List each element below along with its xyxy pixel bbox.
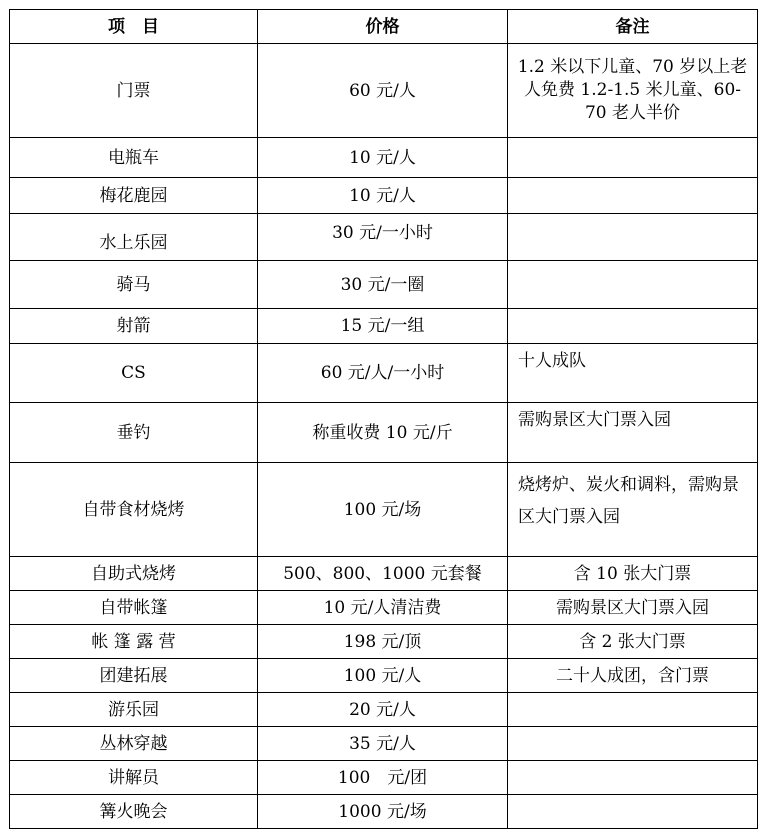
row-note: 需购景区大门票入园 xyxy=(508,403,758,463)
row-price: 500、800、1000 元套餐 xyxy=(258,557,508,591)
table-row xyxy=(10,625,758,659)
row-price: 30 元/一小时 xyxy=(258,214,508,261)
row-price: 100 元/场 xyxy=(258,463,508,557)
row-price: 10 元/人 xyxy=(258,178,508,214)
header-note: 备注 xyxy=(508,10,758,44)
table-row xyxy=(10,463,758,557)
table-row xyxy=(10,344,758,403)
table-row xyxy=(10,309,758,344)
row-note: 二十人成团，含门票 xyxy=(508,659,758,693)
row-item: 骑马 xyxy=(10,261,258,309)
row-item: 游乐园 xyxy=(10,693,258,727)
table-row xyxy=(10,178,758,214)
row-item: 讲解员 xyxy=(10,761,258,795)
row-item: 垂钓 xyxy=(10,403,258,463)
row-price: 60 元/人 xyxy=(258,44,508,138)
row-item: 梅花鹿园 xyxy=(10,178,258,214)
table-row xyxy=(10,214,758,261)
row-note: 烧烤炉、炭火和调料，需购景区大门票入园 xyxy=(508,463,758,557)
table-row xyxy=(10,261,758,309)
table-row xyxy=(10,795,758,829)
table-row xyxy=(10,44,758,138)
row-price: 1000 元/场 xyxy=(258,795,508,829)
row-note: 需购景区大门票入园 xyxy=(508,591,758,625)
row-note xyxy=(508,309,758,344)
row-price: 100 元/人 xyxy=(258,659,508,693)
row-price: 20 元/人 xyxy=(258,693,508,727)
row-price: 30 元/一圈 xyxy=(258,261,508,309)
row-price: 10 元/人 xyxy=(258,138,508,178)
row-item: 篝火晚会 xyxy=(10,795,258,829)
row-note: 十人成队 xyxy=(508,344,758,403)
row-item: CS xyxy=(10,344,258,403)
table-row xyxy=(10,659,758,693)
row-item: 帐 篷 露 营 xyxy=(10,625,258,659)
row-price: 15 元/一组 xyxy=(258,309,508,344)
table-row xyxy=(10,693,758,727)
header-price: 价格 xyxy=(258,10,508,44)
row-price: 198 元/顶 xyxy=(258,625,508,659)
row-price: 60 元/人/一小时 xyxy=(258,344,508,403)
row-item: 自带食材烧烤 xyxy=(10,463,258,557)
table-row xyxy=(10,591,758,625)
row-item: 门票 xyxy=(10,44,258,138)
row-note xyxy=(508,761,758,795)
row-note xyxy=(508,261,758,309)
row-item: 自带帐篷 xyxy=(10,591,258,625)
row-item: 射箭 xyxy=(10,309,258,344)
row-item: 电瓶车 xyxy=(10,138,258,178)
row-price: 35 元/人 xyxy=(258,727,508,761)
row-price: 100 元/团 xyxy=(258,761,508,795)
row-note xyxy=(508,727,758,761)
row-note xyxy=(508,214,758,261)
table-row xyxy=(10,403,758,463)
row-item: 丛林穿越 xyxy=(10,727,258,761)
row-note: 含 2 张大门票 xyxy=(508,625,758,659)
row-price: 10 元/人清洁费 xyxy=(258,591,508,625)
table-header-row xyxy=(10,10,758,44)
row-item: 团建拓展 xyxy=(10,659,258,693)
table-row xyxy=(10,557,758,591)
price-table xyxy=(9,9,758,829)
row-note: 1.2 米以下儿童、70 岁以上老人免费 1.2-1.5 米儿童、60-70 老人半价 xyxy=(508,44,758,138)
row-price: 称重收费 10 元/斤 xyxy=(258,403,508,463)
row-note xyxy=(508,693,758,727)
table-row xyxy=(10,727,758,761)
row-note xyxy=(508,138,758,178)
row-item: 水上乐园 xyxy=(10,214,258,261)
row-note xyxy=(508,178,758,214)
table-row xyxy=(10,138,758,178)
row-note: 含 10 张大门票 xyxy=(508,557,758,591)
price-table-container xyxy=(9,9,758,829)
table-row xyxy=(10,761,758,795)
row-item: 自助式烧烤 xyxy=(10,557,258,591)
header-item: 项 目 xyxy=(10,10,258,44)
row-note xyxy=(508,795,758,829)
